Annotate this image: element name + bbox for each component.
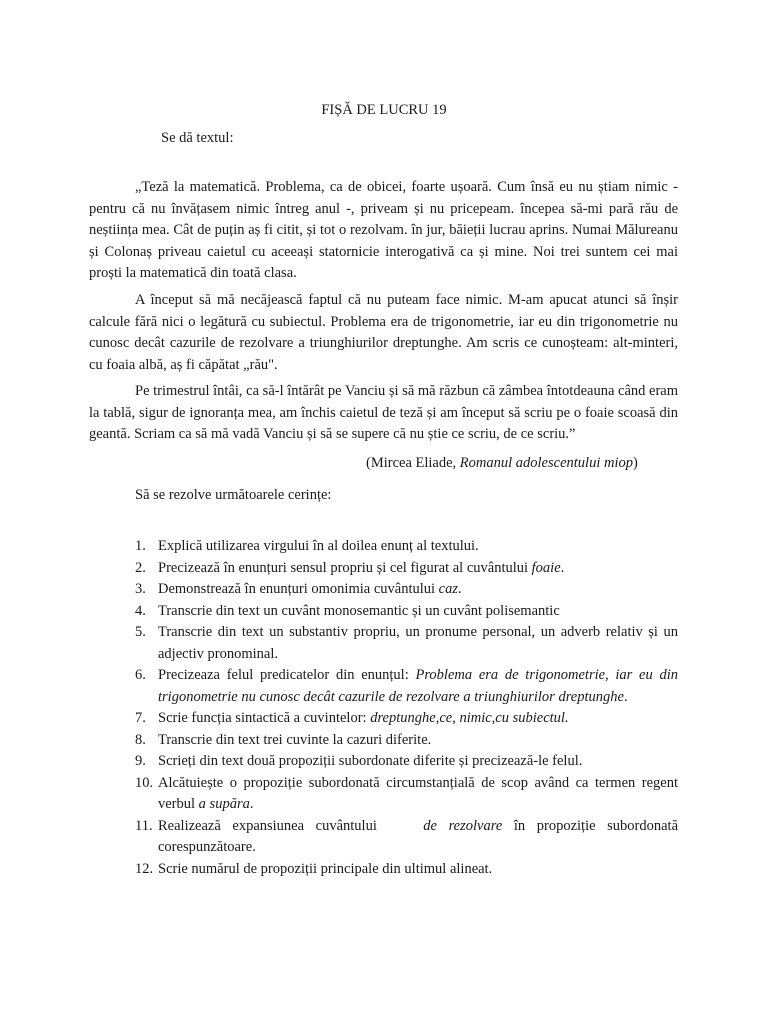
item-text: Explică utilizarea virgului în al doilea enunț al textului. [158, 538, 479, 554]
item-text: Precizează în enunțuri sensul propriu și cel figurat al cuvântului foaie. [158, 559, 565, 576]
list-item [89, 708, 678, 730]
item-text: Transcrie din text trei cuvinte la cazuri diferite. [158, 731, 432, 748]
excerpt-paragraph-1 [89, 177, 678, 285]
worksheet-title: FIȘĂ DE LUCRU 19 [321, 102, 447, 118]
item-text: Alcătuiește o propoziție subordonată circumstanțială de scop având ca termen regent verbul a supăra. [158, 774, 678, 812]
item-number: 4. [135, 602, 146, 619]
item-text: Realizează expansiunea cuvântului de rezolvare în propoziție subordonată corespunzătoare. [158, 817, 679, 855]
excerpt-paragraph-3 [89, 381, 678, 446]
paragraph-text: A început să mă necăjească faptul că nu puteam face nimic. M-am apucat atunci să înșir calcule fără nici o legătură cu subiectul. Problema era de trigonometrie, iar eu din trigonometrie nu cunosc decât cazurile de rezolvare a triunghiurilor dreptunghe. Am scris ce cunoșteam: alt-minteri, cu foaia albă, aș fi căpătat „rău". [89, 292, 678, 373]
item-number: 2. [135, 559, 146, 576]
item-text: Transcrie din text un substantiv propriu, un pronume personal, un adverb relativ și un adjectiv pronominal. [158, 624, 678, 662]
item-text: Transcrie din text un cuvânt monosemantic și un cuvânt polisemantic [158, 602, 560, 619]
item-text: Scrie funcția sintactică a cuvintelor: dreptunghe,ce, nimic,cu subiectul. [158, 710, 569, 726]
item-number: 7. [135, 710, 146, 726]
item-number: 6. [135, 667, 146, 683]
list-item [89, 816, 678, 859]
paragraph-text: „Teză la matematică. Problema, ca de obicei, foarte ușoară. Cum însă eu nu știam nimic - pentru că nu învățasem nimic întreg anul -, priveam și nu pricepeam. începea să-mi pară rău de neștiința mea. Cât de puțin aș fi citit, și tot o rezolvam. în jur, băieții lucrau aprins. Numai Mălureanu și Colonaș priveau caietul cu aceeași statornicie interogativă ca și mine. Noi trei suntem cei mai proști la matematică din toată clasa. [89, 179, 678, 281]
paragraph-text: Pe trimestrul întâi, ca să-l întărât pe Vanciu și să mă răzbun că zâmbea întotdeauna când eram la tablă, sigur de ignoranța mea, am închis caietul de teză și am început să scriu pe o foaie scoasă din geantă. Scriam ca să mă vadă Vanciu și să se supere că nu știe ce scriu, de ce scriu.” [89, 383, 678, 442]
requirements-list [89, 536, 678, 880]
excerpt-paragraph-2 [89, 290, 678, 376]
item-number: 10. [135, 774, 154, 791]
list-item [89, 622, 678, 665]
citation [366, 453, 638, 475]
item-number: 12. [135, 860, 154, 877]
item-number: 11. [135, 817, 153, 834]
list-item [89, 859, 678, 881]
item-number: 8. [135, 731, 146, 748]
citation-work: Romanul adolescentului miop [459, 455, 633, 471]
list-item [89, 665, 678, 708]
item-text: Scrie numărul de propoziții principale din ultimul alineat. [158, 860, 493, 877]
item-number: 9. [135, 753, 146, 769]
intro-text: Se dă textul: [161, 130, 234, 146]
list-item [89, 536, 678, 558]
citation-open: (Mircea Eliade, [366, 455, 460, 471]
item-text: Scrieți din text două propoziții subordonate diferite și precizează-le felul. [158, 753, 583, 769]
list-item [89, 601, 678, 623]
item-number: 5. [135, 624, 146, 640]
requirements-intro: Să se rezolve următoarele cerințe: [135, 487, 332, 503]
list-item [89, 579, 678, 601]
item-number: 1. [135, 538, 146, 554]
citation-close: ) [632, 455, 638, 471]
item-text: Demonstrează în enunțuri omonimia cuvântului caz. [158, 581, 462, 597]
list-item [89, 730, 678, 752]
list-item [89, 751, 678, 773]
list-item [89, 773, 678, 816]
item-number: 3. [135, 581, 146, 597]
list-item [89, 558, 678, 580]
item-text: Precizeaza felul predicatelor din enunțul: Problema era de trigonometrie, iar eu din trigonometrie nu cunosc decât cazurile de rezolvare a triunghiurilor dreptunghe. [158, 667, 678, 705]
